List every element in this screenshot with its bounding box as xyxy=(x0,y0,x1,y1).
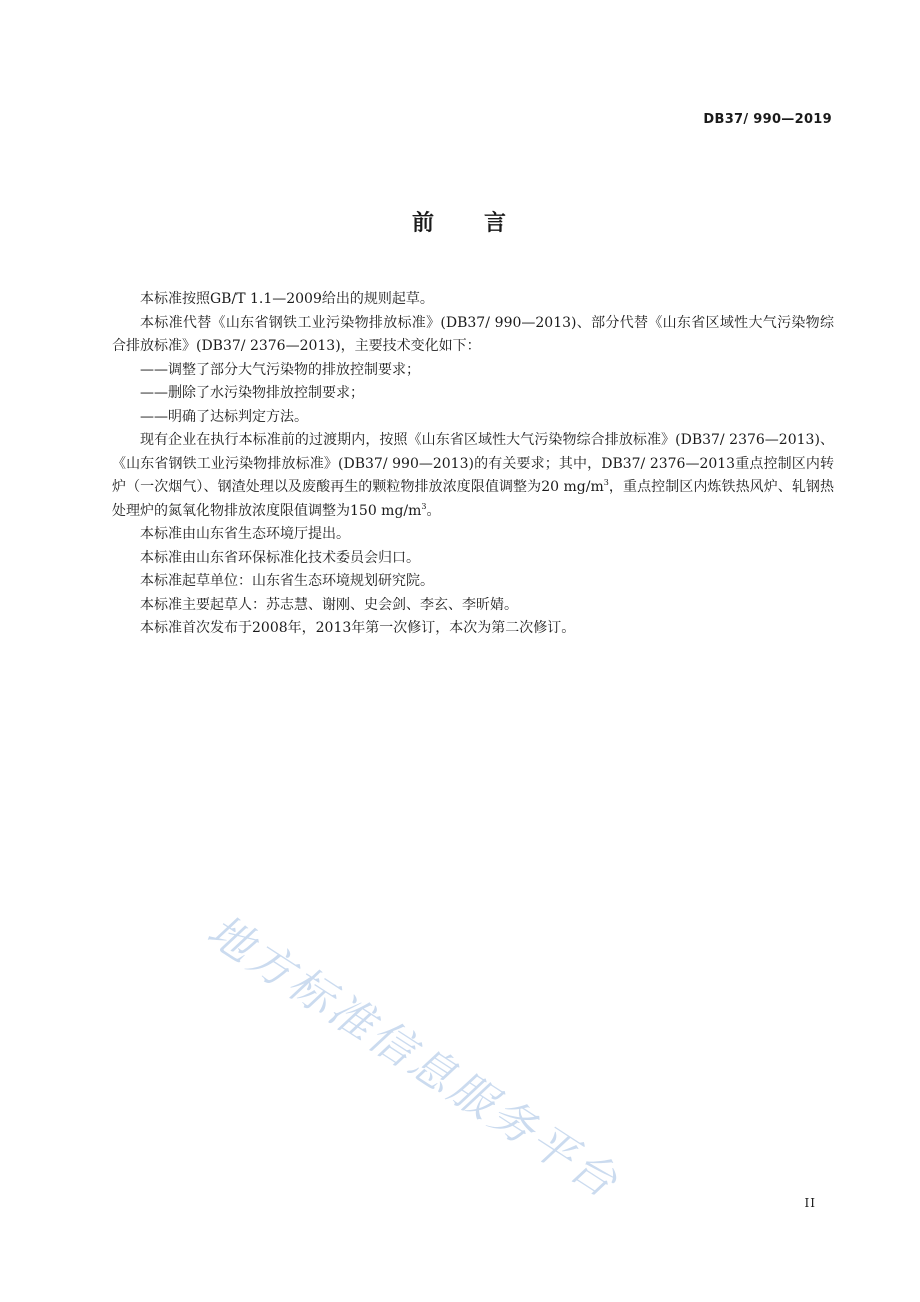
change-item-1: ——调整了部分大气污染物的排放控制要求； xyxy=(140,361,420,378)
superscript-unit-1: 3 xyxy=(603,478,609,487)
page-title-part1: 前 xyxy=(411,211,436,236)
watermark: 地方标准信息服务平台 xyxy=(198,905,629,1210)
page-number: II xyxy=(804,1196,816,1210)
document-code: DB37/ 990—2019 xyxy=(703,112,832,127)
paragraph-drafting-unit: 本标准起草单位：山东省生态环境规划研究院。 xyxy=(140,573,434,589)
transition-text-b: ，重点控制区内炼铁热风炉、轧钢热处理炉的氮氧化物排放浓度限值调整为150 mg/m xyxy=(112,479,834,519)
page-title xyxy=(0,206,920,237)
paragraph-drafting-rules: 本标准按照GB/T 1.1—2009给出的规则起草。 xyxy=(140,291,434,307)
change-item-2: ——删除了水污染物排放控制要求； xyxy=(140,385,364,401)
paragraph-history: 本标准首次发布于2008年，2013年第一次修订，本次为第二次修订。 xyxy=(140,620,576,636)
paragraph-proposer: 本标准由山东省生态环境厅提出。 xyxy=(140,526,350,542)
change-item-3: ——明确了达标判定方法。 xyxy=(140,408,308,425)
paragraph-replacement: 本标准代替《山东省钢铁工业污染物排放标准》(DB37/ 990—2013)、部分代替《山东省区域性大气污染物综合排放标准》(DB37/ 2376—2013)，主要技术变化如下： xyxy=(112,314,834,354)
superscript-unit-2: 3 xyxy=(421,501,427,511)
page-title-part2: 言 xyxy=(484,211,509,236)
foreword-body xyxy=(112,288,834,641)
transition-text-a: 现有企业在执行本标准前的过渡期内，按照《山东省区域性大气污染物综合排放标准》(DB37/ 2376—2013)、《山东省钢铁工业污染物排放标准》(DB37/ 990—2013)的有关要求；其中，DB37/ 2376—2013重点控制区内转炉（一次烟气）、钢渣处理以及废酸再生的颗粒物排放浓度限值调整为20 mg/m xyxy=(112,432,834,495)
paragraph-transition-period xyxy=(112,429,834,523)
transition-text-c: 。 xyxy=(426,502,441,519)
paragraph-drafters: 本标准主要起草人：苏志慧、谢刚、史会剑、李玄、李昕婧。 xyxy=(140,596,518,613)
paragraph-committee: 本标准由山东省环保标准化技术委员会归口。 xyxy=(140,549,420,566)
